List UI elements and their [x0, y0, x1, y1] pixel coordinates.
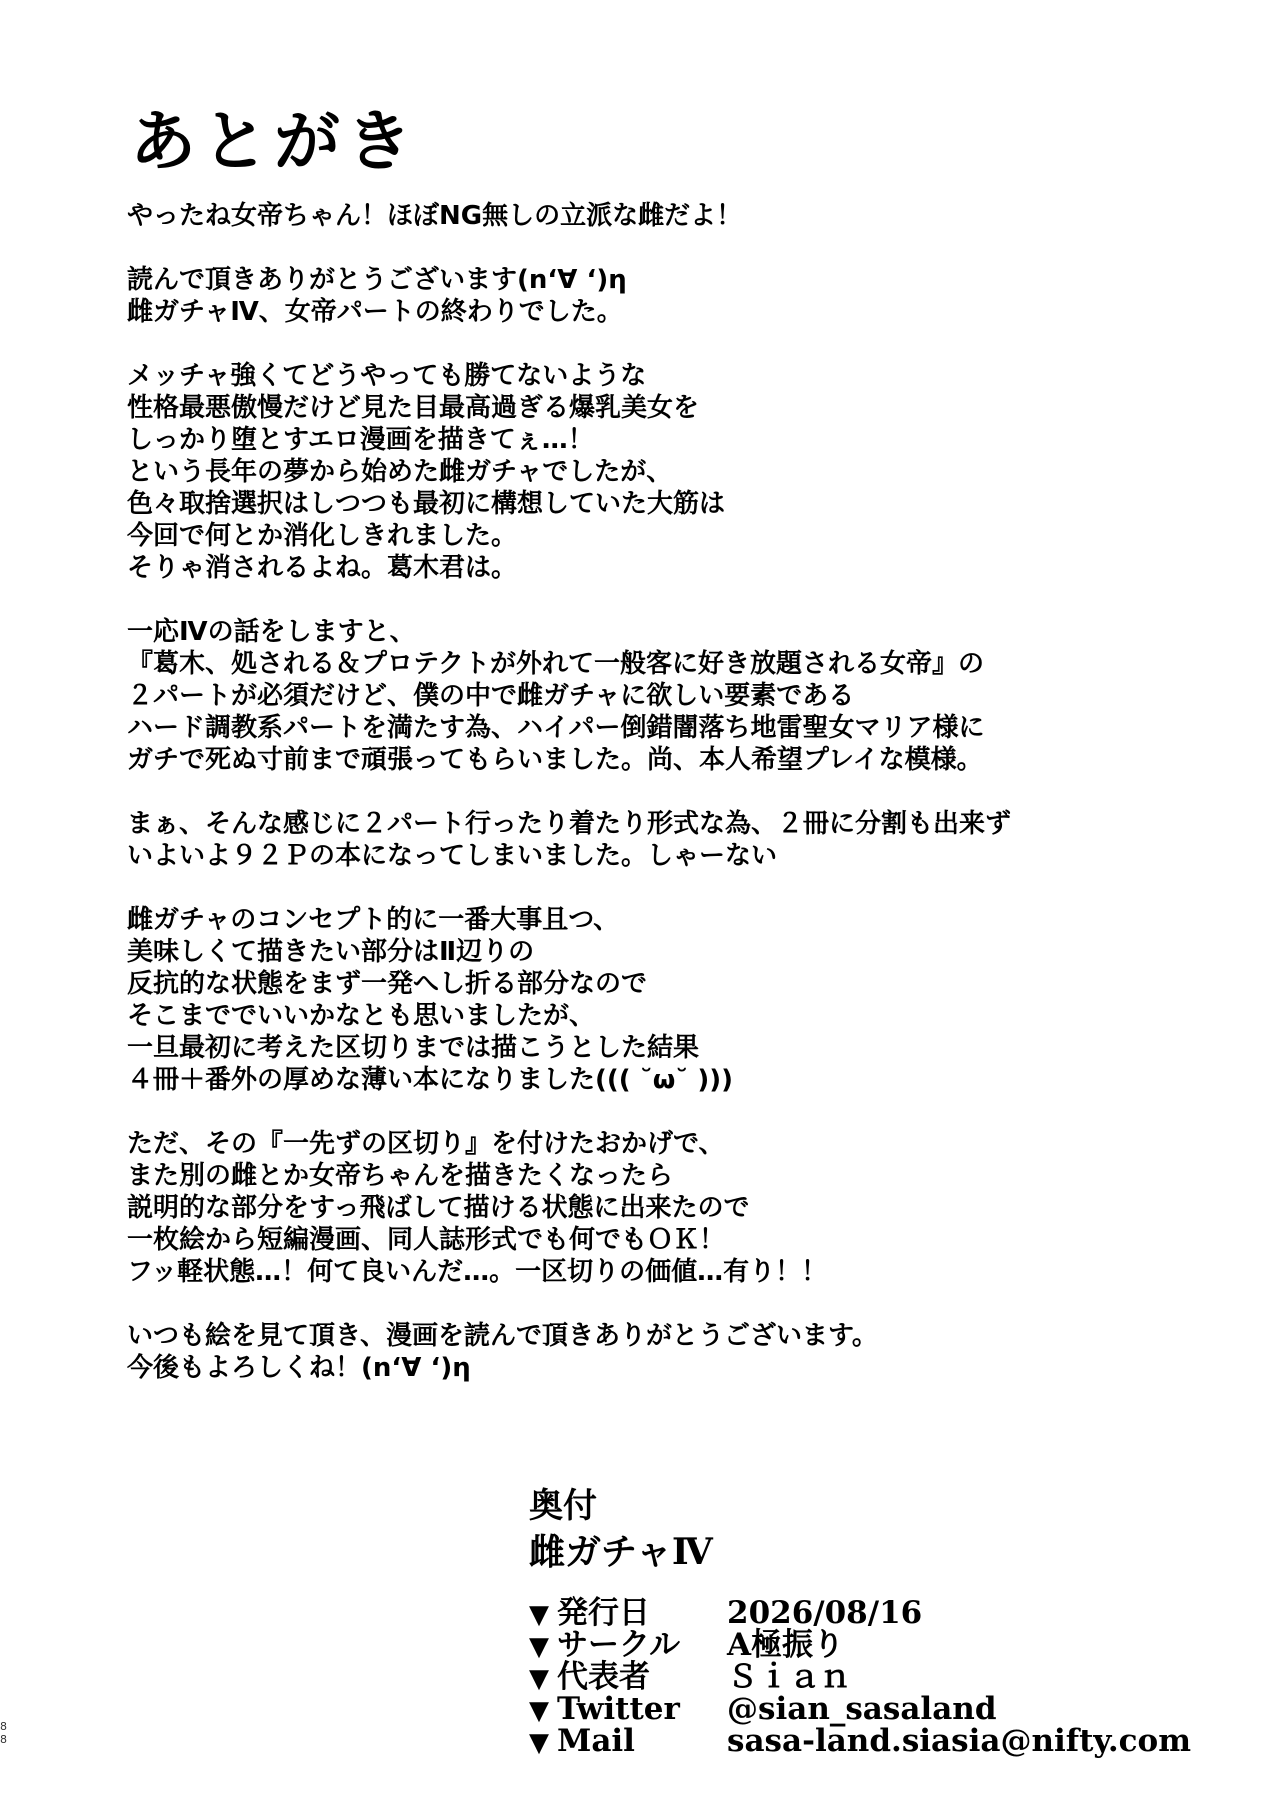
colophon-label: 発行日 [557, 1595, 650, 1631]
afterword-line: しっかり堕とすエロ漫画を描きてぇ…！ [127, 425, 594, 455]
colophon-label: 代表者 [557, 1659, 650, 1695]
afterword-line: 反抗的な状態をまず一発へし折る部分なので [127, 969, 648, 999]
afterword-line: 雌ガチャのコンセプト的に一番大事且つ、 [127, 905, 620, 935]
afterword-line: ハード調教系パートを満たす為、ハイパー倒錯闇落ち地雷聖女マリア様に [127, 713, 985, 743]
afterword-line: という長年の夢から始めた雌ガチャでしたが、 [127, 457, 673, 487]
afterword-paragraph [127, 360, 1207, 584]
colophon-row [529, 1723, 1192, 1759]
afterword-line: ガチで死ぬ寸前まで頑張ってもらいました。尚、本人希望プレイな模様。 [127, 745, 983, 775]
colophon-info [529, 1595, 1192, 1759]
colophon-row [529, 1691, 1191, 1727]
colophon-label: Mail [557, 1723, 635, 1759]
afterword-line: 一応Ⅳの話をしますと、 [127, 617, 416, 647]
afterword-line: やったね女帝ちゃん！ほぼNG無しの立派な雌だよ！ [127, 201, 743, 231]
colophon [529, 1484, 1191, 1758]
afterword-paragraph [127, 1128, 1207, 1288]
colophon-label: サークル [557, 1627, 681, 1663]
afterword-line: いよいよ９２Ｐの本になってしまいました。しゃーない [127, 841, 778, 871]
afterword-line: そりゃ消されるよね。葛木君は。 [127, 553, 518, 583]
afterword-line: フッ軽状態…！何て良いんだ…。一区切りの価値…有り！！ [127, 1257, 828, 1287]
colophon-label: Twitter [557, 1691, 680, 1727]
afterword-line: いつも絵を見て頂き、漫画を読んで頂きありがとうございます。 [127, 1321, 878, 1351]
afterword-paragraph [127, 904, 1207, 1096]
afterword-line: 『葛木、処される＆プロテクトが外れて一般客に好き放題される女帝』の [127, 649, 984, 679]
afterword-line: 読んで頂きありがとうございます(n‘∀ ‘)η [127, 265, 627, 295]
page-number-digit: 8 [0, 1720, 7, 1733]
afterword-paragraph [127, 616, 1207, 776]
page-number [0, 1720, 12, 1746]
afterword-line: 一旦最初に考えた区切りまでは描こうとした結果 [127, 1033, 700, 1063]
colophon-value: sasa-land.siasia@nifty.com [727, 1723, 1192, 1759]
afterword-line: 一枚絵から短編漫画、同人誌形式でも何でもＯＫ！ [127, 1225, 726, 1255]
page-number-digit: 8 [0, 1733, 7, 1746]
colophon-value: 2026/08/16 [727, 1595, 923, 1631]
colophon-value: @sian_sasaland [727, 1691, 997, 1727]
afterword-paragraph [127, 200, 1207, 232]
page-title: あとがき [130, 103, 418, 180]
afterword-line: そこまででいいかなとも思いましたが、 [127, 1001, 596, 1031]
afterword-paragraph [127, 264, 1207, 328]
triangle-marker-icon: ▼ [529, 1728, 549, 1758]
afterword-line: 性格最悪傲慢だけど見た目最高過ぎる爆乳美女を [127, 393, 700, 423]
afterword-line: 色々取捨選択はしつつも最初に構想していた大筋は [127, 489, 726, 519]
colophon-book-title: 雌ガチャⅣ [529, 1531, 713, 1573]
afterword-paragraph [127, 808, 1207, 872]
triangle-marker-icon: ▼ [529, 1632, 549, 1662]
triangle-marker-icon: ▼ [529, 1664, 549, 1694]
colophon-heading: 奥付 [529, 1486, 597, 1526]
afterword-line: メッチャ強くてどうやっても勝てないような [127, 361, 647, 391]
afterword-line: 説明的な部分をすっ飛ばして描ける状態に出来たので [127, 1193, 750, 1223]
afterword-body [127, 200, 1207, 1416]
colophon-row [529, 1595, 1191, 1631]
afterword-line: 美味しくて描きたい部分はⅡ辺りの [127, 937, 535, 967]
colophon-value: A極振り [727, 1627, 845, 1663]
colophon-row [529, 1627, 1191, 1663]
afterword-line: また別の雌とか女帝ちゃんを描きたくなったら [127, 1161, 674, 1191]
afterword-line: ただ、その『一先ずの区切り』を付けたおかげで、 [127, 1129, 725, 1159]
afterword-paragraph [127, 1320, 1207, 1384]
afterword-line: 今回で何とか消化しきれました。 [127, 521, 518, 551]
afterword-line: 今後もよろしくね！(n‘∀ ‘)η [127, 1353, 471, 1383]
afterword-line: まぁ、そんな感じに２パート行ったり着たり形式な為、２冊に分割も出来ず [127, 809, 1012, 839]
afterword-line: 雌ガチャⅣ、女帝パートの終わりでした。 [127, 297, 623, 327]
afterword-line: ４冊＋番外の厚めな薄い本になりました((( ˘ω˘ ))) [127, 1065, 733, 1095]
triangle-marker-icon: ▼ [529, 1600, 549, 1630]
colophon-value: Ｓｉａｎ [727, 1659, 851, 1695]
triangle-marker-icon: ▼ [529, 1696, 549, 1726]
colophon-row [529, 1659, 1191, 1695]
afterword-line: ２パートが必須だけど、僕の中で雌ガチャに欲しい要素である [127, 681, 855, 711]
